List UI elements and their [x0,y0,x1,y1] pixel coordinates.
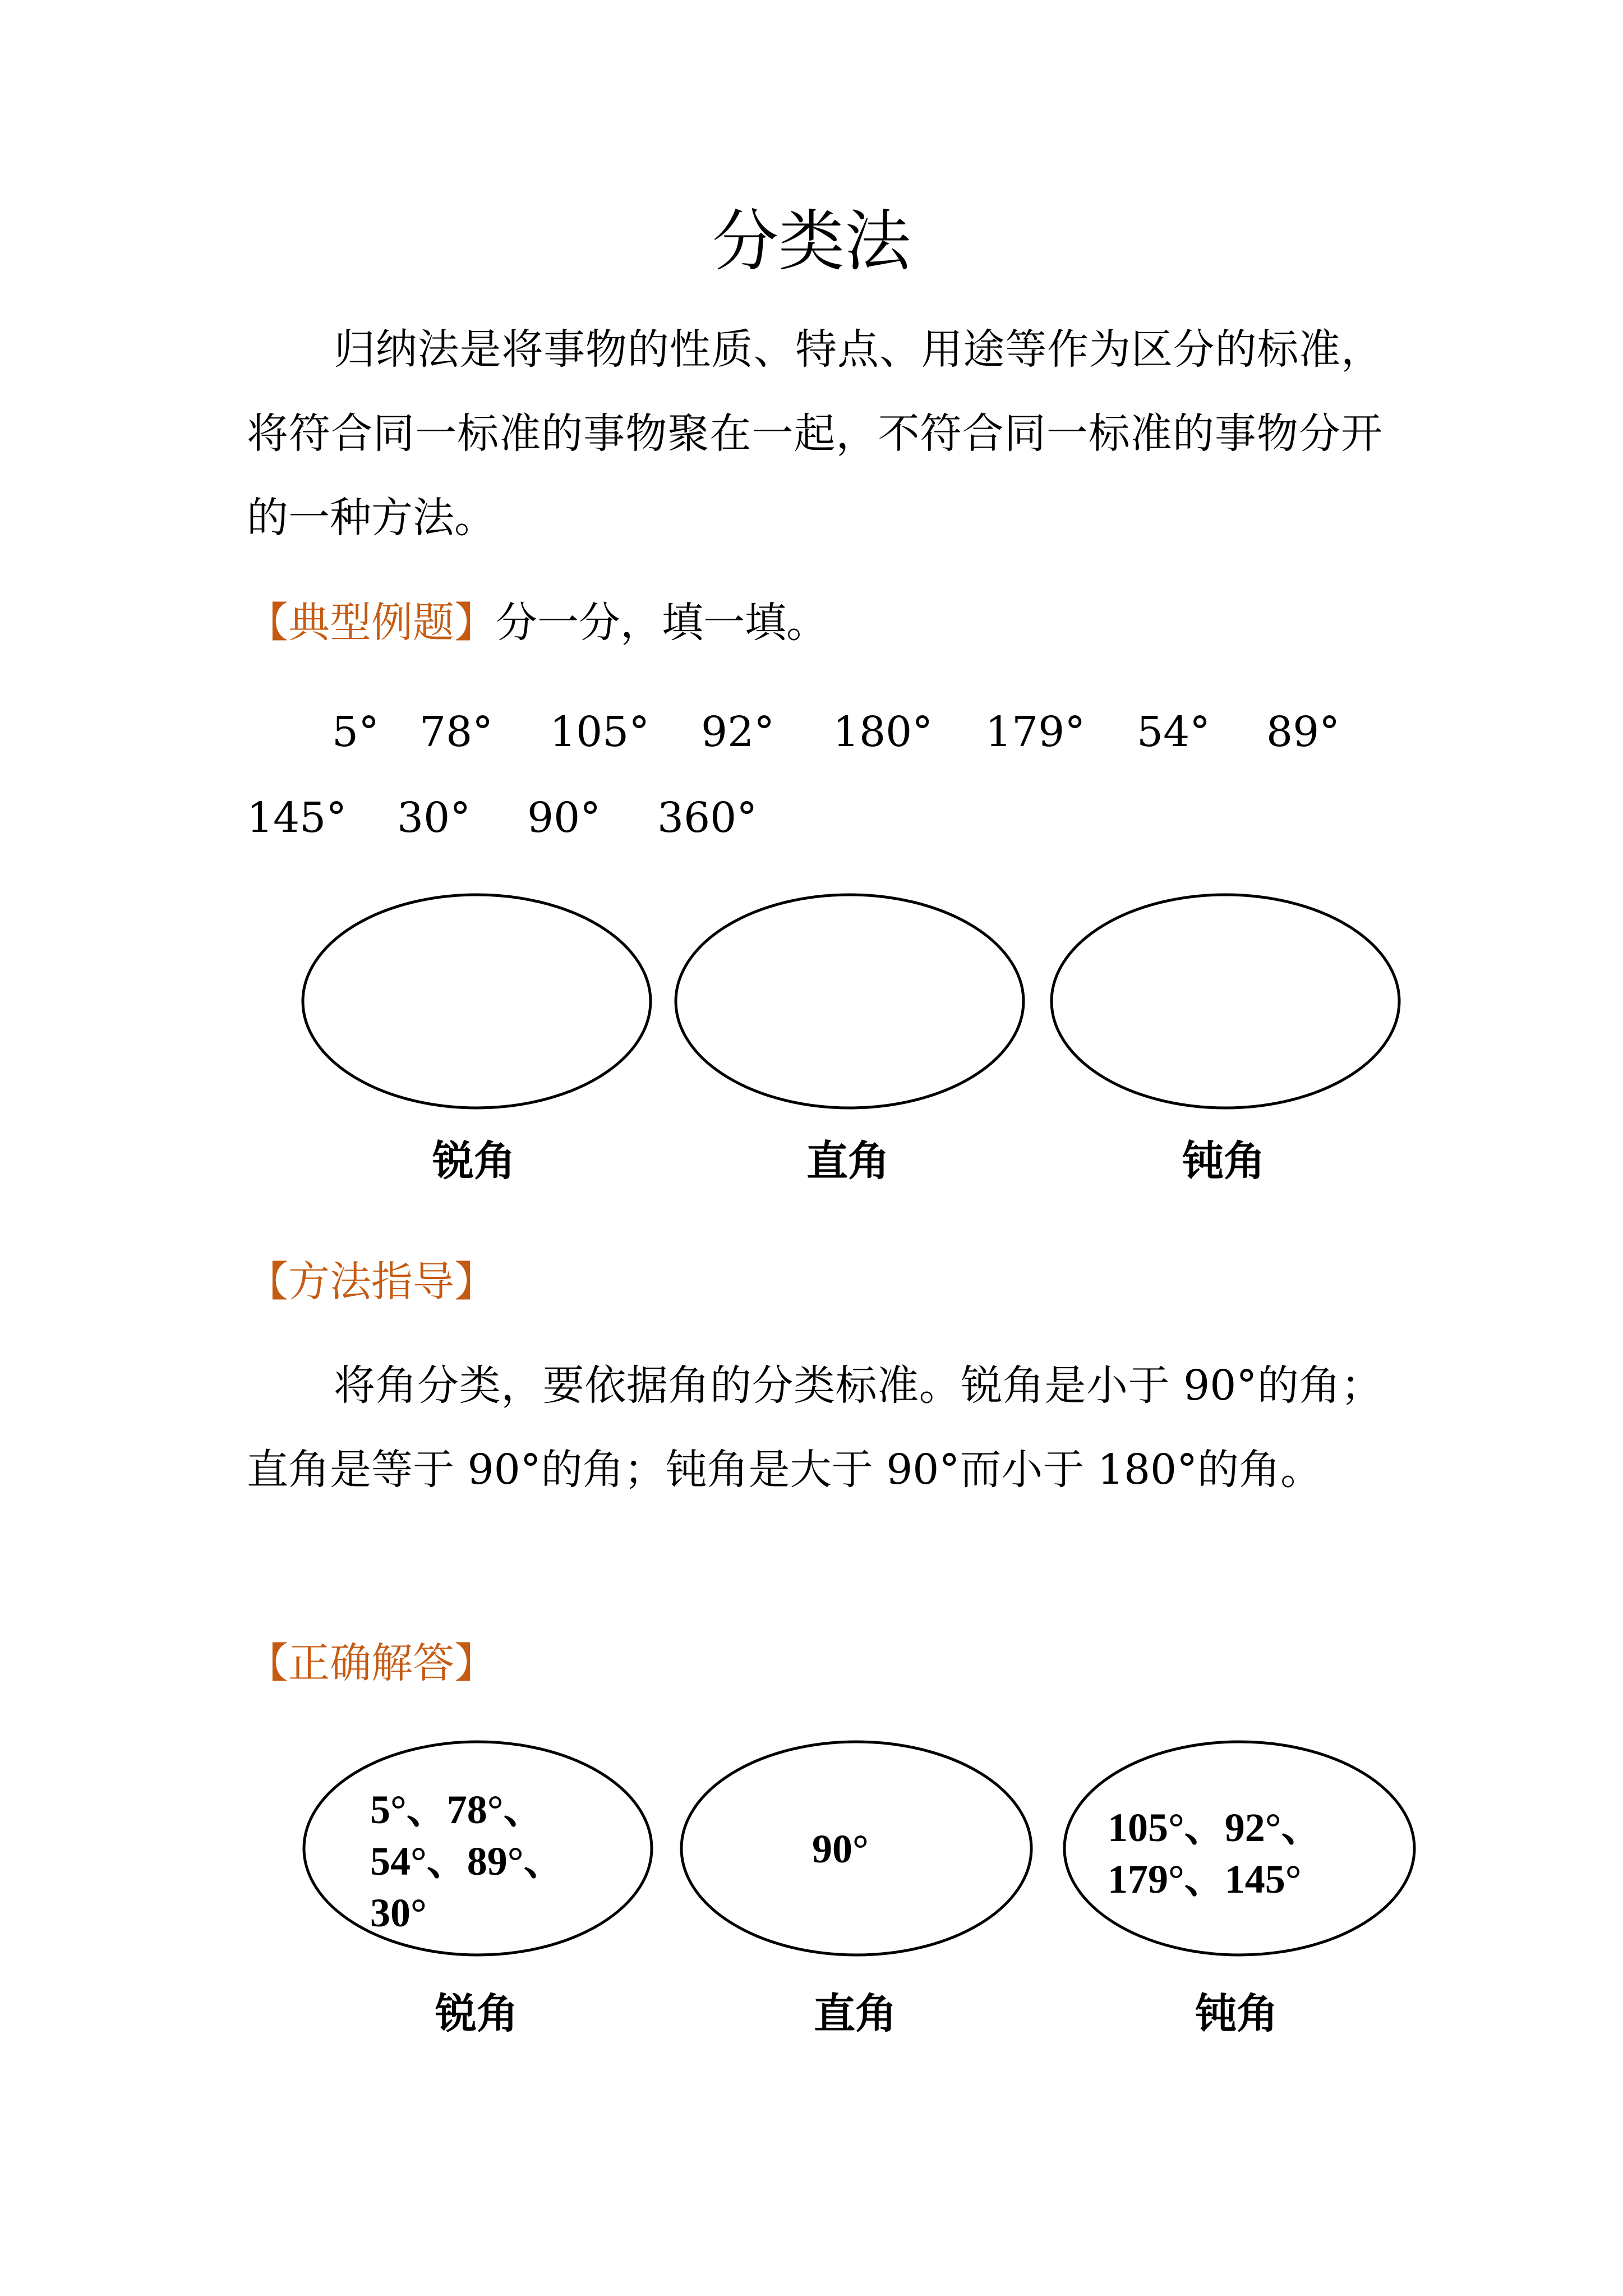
degree-value: 180° [833,708,933,756]
degree-value: 360° [657,794,758,842]
acute-answer-label: 锐角 [435,1990,518,2038]
obtuse-oval [1052,895,1399,1108]
method-paragraph: 将角分类，要依据角的分类标准。锐角是小于 90°的角；直角是等于 90°的角；钝角是大于 90°而小于 180°的角。 [247,1361,1382,1494]
obtuse-answer-line: 179°、145° [1108,1857,1302,1902]
answer-heading: 【正确解答】 [247,1639,496,1687]
answer-heading-line [247,1632,1424,1694]
example-prompt: 分一分，填一填。 [496,599,828,647]
degree-value: 89° [1266,708,1340,756]
degree-value: 54° [1137,708,1211,756]
method-heading-line [247,1251,1424,1313]
degree-value: 90° [527,794,601,842]
right-label: 直角 [806,1137,889,1185]
obtuse-answer-label: 钝角 [1195,1990,1278,2038]
acute-answer-line: 54°、89°、 [370,1839,564,1884]
page-title: 分类法 [712,203,911,280]
degree-value: 5° [332,708,380,756]
method-heading: 【方法指导】 [247,1258,496,1306]
obtuse-label: 钝角 [1182,1137,1265,1185]
acute-oval [303,895,651,1108]
acute-answer-line: 5°、78°、 [370,1787,544,1832]
acute-label: 锐角 [432,1137,515,1185]
obtuse-answer-line: 105°、92°、 [1108,1805,1322,1850]
right-answer-label: 直角 [814,1990,897,2038]
degree-value: 179° [985,708,1086,756]
degree-value: 105° [550,708,650,756]
degree-value: 92° [701,708,775,756]
degree-value: 78° [419,708,494,756]
degree-value: 145° [247,794,347,842]
acute-answer-line: 30° [370,1890,427,1935]
intro-paragraph: 归纳法是将事物的性质、特点、用途等作为区分的标准，将符合同一标准的事物聚在一起，不符合同一标准的事物分开的一种方法。 [247,325,1382,542]
degree-value: 30° [397,794,471,842]
right-oval [676,895,1023,1108]
right-answer-line: 90° [812,1826,869,1871]
example-heading: 【典型例题】 [247,599,496,647]
